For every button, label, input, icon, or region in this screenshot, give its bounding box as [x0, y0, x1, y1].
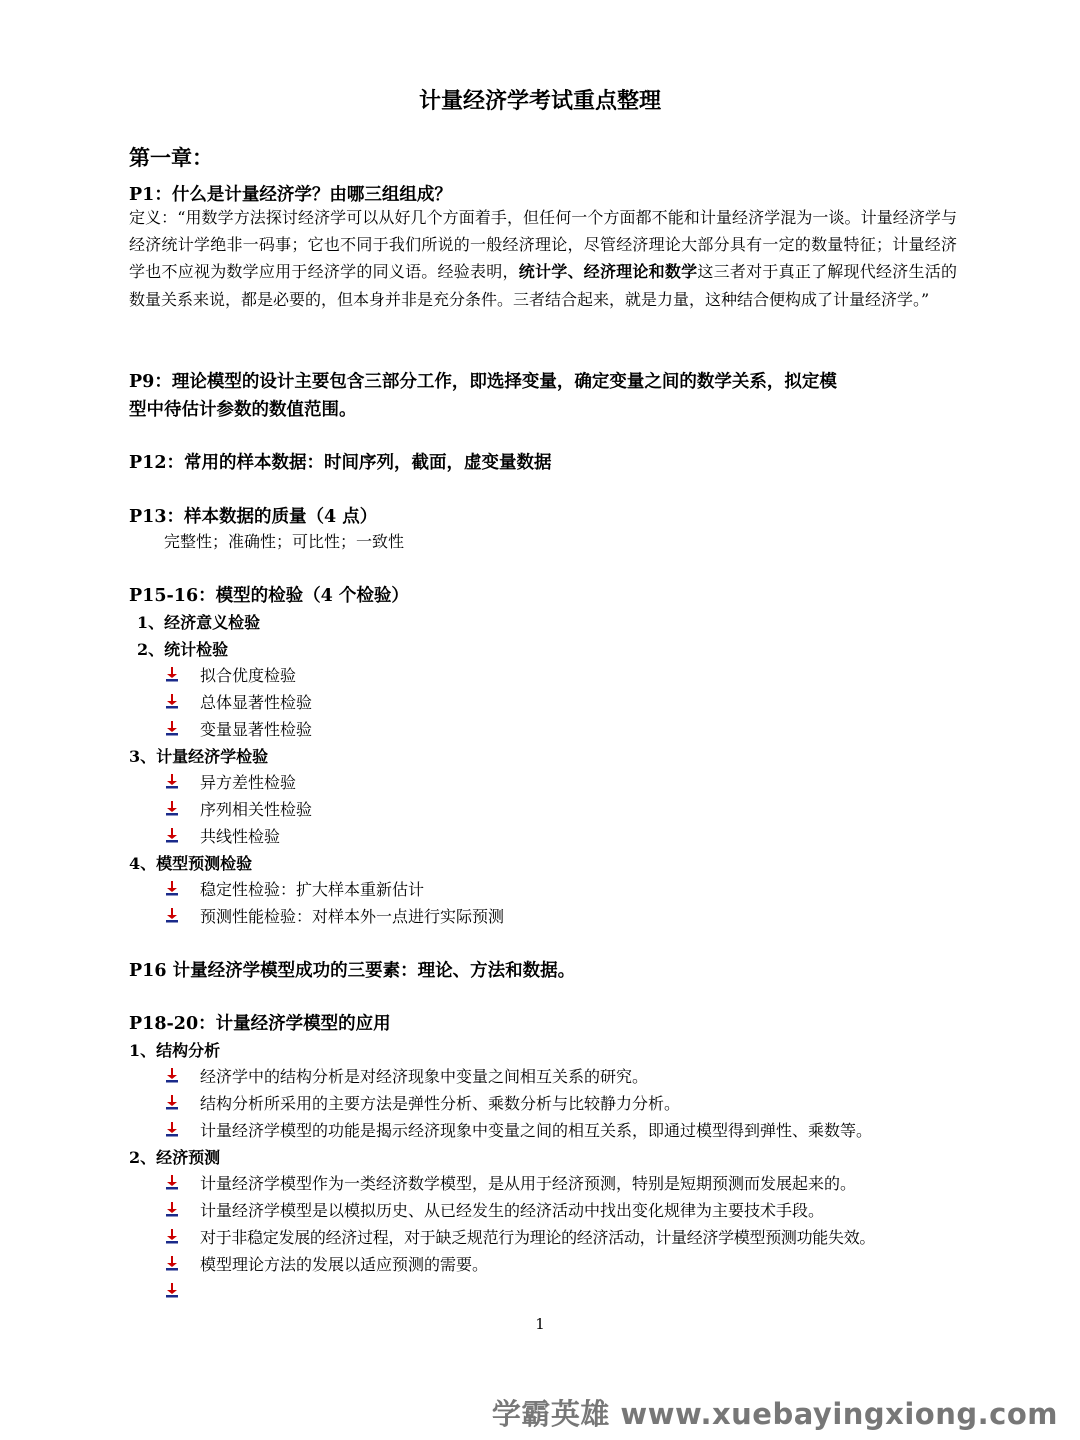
bullet-arrow-icon	[164, 1255, 180, 1273]
bullet-arrow-icon	[164, 800, 180, 818]
bullet-arrow-icon	[164, 827, 180, 845]
p13-heading: P13：样本数据的质量（4 点）	[129, 507, 378, 527]
list-item: 计量经济学模型的功能是揭示经济现象中变量之间的相互关系，即通过模型得到弹性、乘数等。	[200, 1121, 873, 1140]
p18-heading: P18-20：计量经济学模型的应用	[129, 1014, 391, 1034]
bullet-arrow-icon	[164, 720, 180, 738]
p12-heading: P12：常用的样本数据：时间序列，截面，虚变量数据	[129, 453, 552, 473]
p1-paragraph	[129, 204, 957, 313]
p9-line-1: P9：理论模型的设计主要包含三部分工作，即选择变量，确定变量之间的数学关系，拟定模	[129, 372, 837, 392]
list-item: 变量显著性检验	[200, 720, 313, 739]
bullet-arrow-icon	[164, 1067, 180, 1085]
p1-text-bold: 统计学、经济理论和数学	[518, 262, 698, 282]
list-item: 模型理论方法的发展以适应预测的需要。	[200, 1255, 489, 1274]
bullet-arrow-icon	[164, 666, 180, 684]
p15-section-2: 2、统计检验	[137, 640, 229, 659]
bullet-arrow-icon	[164, 907, 180, 925]
p9-line-2: 型中待估计参数的数值范围。	[129, 400, 357, 420]
list-item: 拟合优度检验	[200, 666, 297, 685]
list-item: 总体显著性检验	[200, 693, 313, 712]
list-item: 经济学中的结构分析是对经济现象中变量之间相互关系的研究。	[200, 1067, 649, 1086]
list-item: 计量经济学模型作为一类经济数学模型，是从用于经济预测，特别是短期预测而发展起来的。	[200, 1174, 857, 1193]
bullet-arrow-icon	[164, 880, 180, 898]
p15-heading: P15-16：模型的检验（4 个检验）	[129, 586, 409, 606]
list-item: 序列相关性检验	[200, 800, 313, 819]
watermark: 学霸英雄 www.xuebayingxiong.com	[491, 1397, 1058, 1431]
page-number: 1	[535, 1315, 545, 1333]
list-item: 稳定性检验：扩大样本重新估计	[200, 880, 425, 899]
p16-heading: P16 计量经济学模型成功的三要素：理论、方法和数据。	[129, 961, 576, 981]
bullet-arrow-icon	[164, 773, 180, 791]
bullet-arrow-icon	[164, 1201, 180, 1219]
bullet-arrow-icon	[164, 693, 180, 711]
list-item: 异方差性检验	[200, 773, 297, 792]
p1-text-b: 这三者对于真正了解现代经济生活的数量关系来说，都是必要的，但本身并非是充分条件。三者结合起来，就是力量，这种结合便构成了计量经济学。”	[129, 262, 957, 309]
chapter-heading: 第一章：	[129, 145, 213, 170]
document-title: 计量经济学考试重点整理	[418, 88, 661, 114]
p1-text-a: 定义：“用数学方法探讨经济学可以从好几个方面着手，但任何一个方面都不能和计量经济学混为一谈。计量经济学与经济统计学绝非一码事；它也不同于我们所说的一般经济理论，尽管经济理论大部分具有一定的数量特征；计量经济学也不应视为数学应用于经济学的同义语。经验表明，	[129, 208, 957, 282]
p13-text: 完整性；准确性；可比性；一致性	[164, 532, 405, 551]
p15-section-4: 4、模型预测检验	[129, 854, 253, 873]
list-item: 对于非稳定发展的经济过程，对于缺乏规范行为理论的经济活动，计量经济学模型预测功能失效。	[200, 1228, 876, 1247]
bullet-arrow-icon	[164, 1094, 180, 1112]
p1-heading: P1：什么是计量经济学？由哪三组组成？	[129, 185, 452, 205]
list-item: 计量经济学模型是以模拟历史、从已经发生的经济活动中找出变化规律为主要技术手段。	[200, 1201, 825, 1220]
p15-section-1: 1、经济意义检验	[137, 613, 261, 632]
bullet-arrow-icon	[164, 1174, 180, 1192]
list-item: 共线性检验	[200, 827, 281, 846]
p18-section-2: 2、经济预测	[129, 1148, 221, 1167]
list-item: 结构分析所采用的主要方法是弹性分析、乘数分析与比较静力分析。	[200, 1094, 681, 1113]
p15-section-3: 3、计量经济学检验	[129, 747, 269, 766]
p18-section-1: 1、结构分析	[129, 1041, 221, 1060]
bullet-arrow-icon	[164, 1228, 180, 1246]
bullet-arrow-icon	[164, 1282, 180, 1300]
list-item: 预测性能检验：对样本外一点进行实际预测	[200, 907, 505, 926]
bullet-arrow-icon	[164, 1121, 180, 1139]
